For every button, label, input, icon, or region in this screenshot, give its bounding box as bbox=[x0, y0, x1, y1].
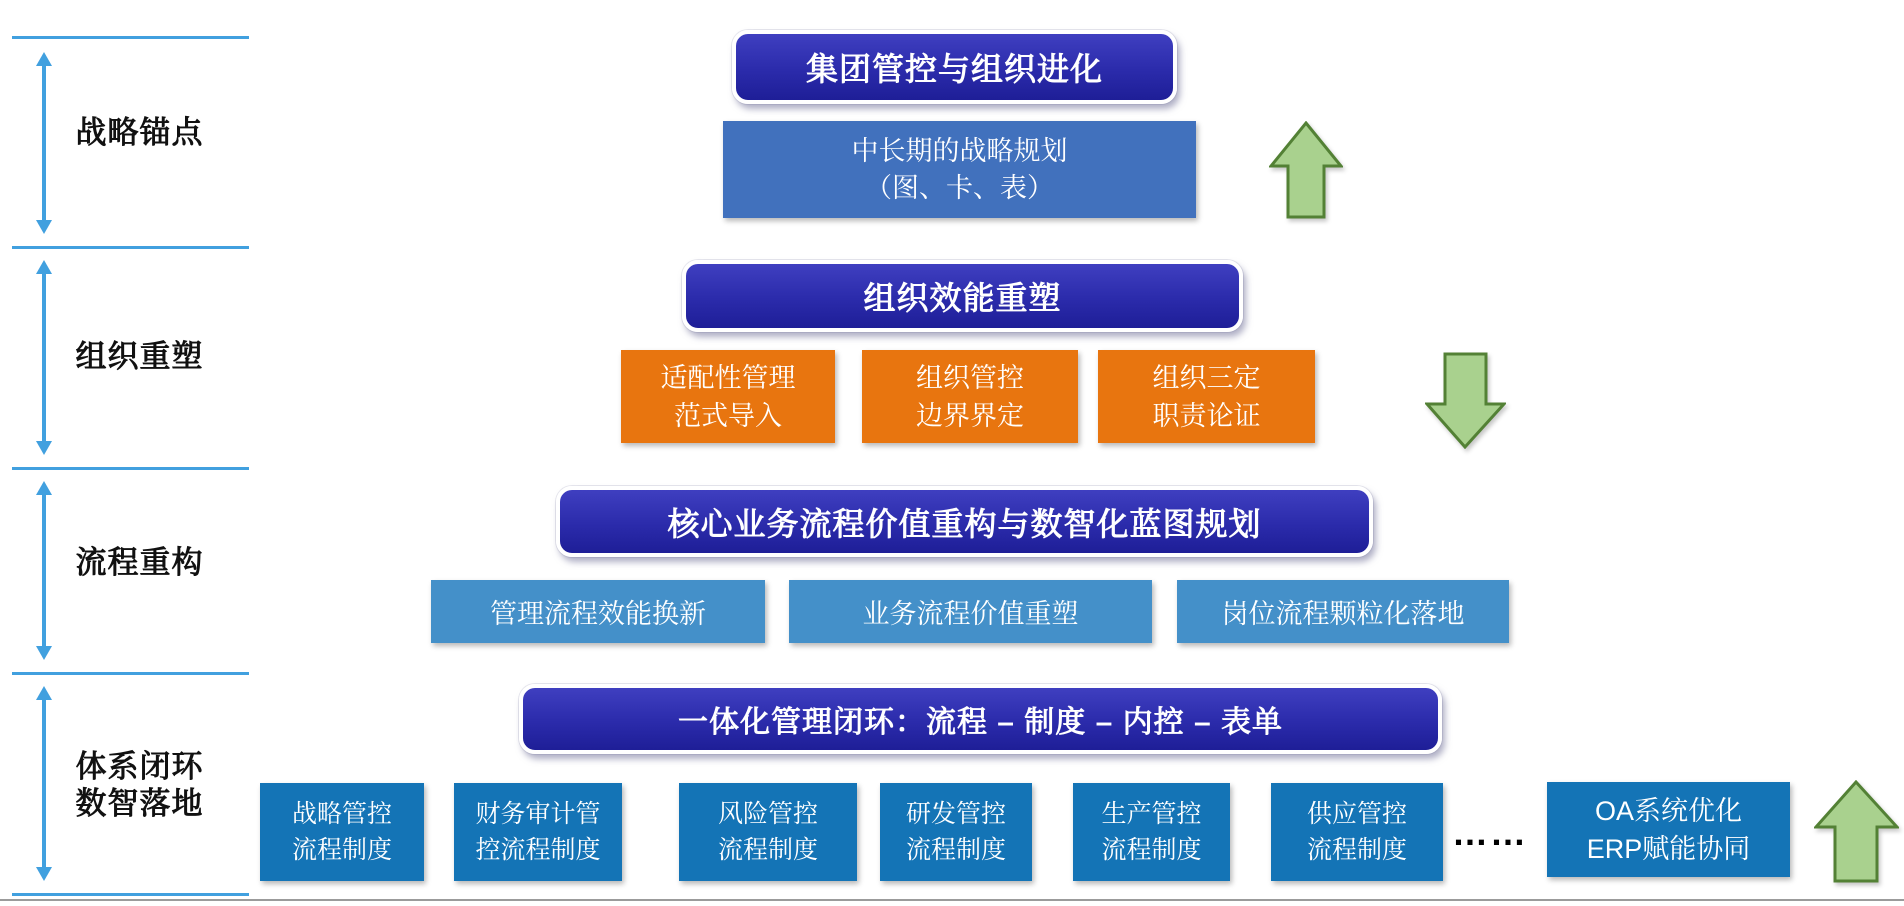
green-up-arrow-icon bbox=[1814, 780, 1899, 883]
section-divider-line bbox=[12, 672, 249, 675]
integrated-loop-header: 一体化管理闭环：流程 – 制度 – 内控 – 表单 bbox=[519, 684, 1442, 754]
green-down-arrow-icon bbox=[1425, 352, 1506, 449]
process-system-box: 财务审计管 控流程制度 bbox=[454, 783, 622, 881]
org-efficiency-header: 组织效能重塑 bbox=[682, 260, 1243, 332]
section-divider-line bbox=[12, 246, 249, 249]
strategic-planning-box: 中长期的战略规划 （图、卡、表） bbox=[723, 121, 1196, 218]
section-divider-line bbox=[12, 36, 249, 39]
process-blueprint-header: 核心业务流程价值重构与数智化蓝图规划 bbox=[556, 486, 1373, 557]
section-divider-line bbox=[12, 467, 249, 470]
side-label-org-reshape: 组织重塑 bbox=[75, 339, 204, 374]
side-label-strategic-anchor: 战略锚点 bbox=[75, 115, 204, 150]
org-task-box: 适配性管理 范式导入 bbox=[621, 350, 835, 443]
side-label-system-landing: 体系闭环 数智落地 bbox=[75, 749, 204, 821]
window-bottom-border bbox=[0, 899, 1904, 901]
group-governance-header: 集团管控与组织进化 bbox=[732, 30, 1177, 104]
process-system-box: 研发管控 流程制度 bbox=[880, 783, 1032, 881]
side-label-process-rebuild: 流程重构 bbox=[75, 545, 204, 580]
org-task-box: 组织管控 边界界定 bbox=[862, 350, 1078, 443]
green-up-arrow-icon bbox=[1269, 121, 1343, 219]
oa-erp-box: OA系统优化 ERP赋能协同 bbox=[1547, 782, 1790, 877]
process-task-box: 业务流程价值重塑 bbox=[789, 580, 1152, 643]
process-system-box: 风险管控 流程制度 bbox=[679, 783, 857, 881]
process-task-box: 岗位流程颗粒化落地 bbox=[1177, 580, 1509, 643]
org-task-box: 组织三定 职责论证 bbox=[1098, 350, 1315, 443]
process-system-box: 生产管控 流程制度 bbox=[1073, 783, 1230, 881]
section-divider-line bbox=[12, 893, 249, 896]
process-task-box: 管理流程效能换新 bbox=[431, 580, 765, 643]
process-system-box: 供应管控 流程制度 bbox=[1271, 783, 1443, 881]
ellipsis-dots: …… bbox=[1452, 812, 1528, 853]
process-system-box: 战略管控 流程制度 bbox=[260, 783, 424, 881]
